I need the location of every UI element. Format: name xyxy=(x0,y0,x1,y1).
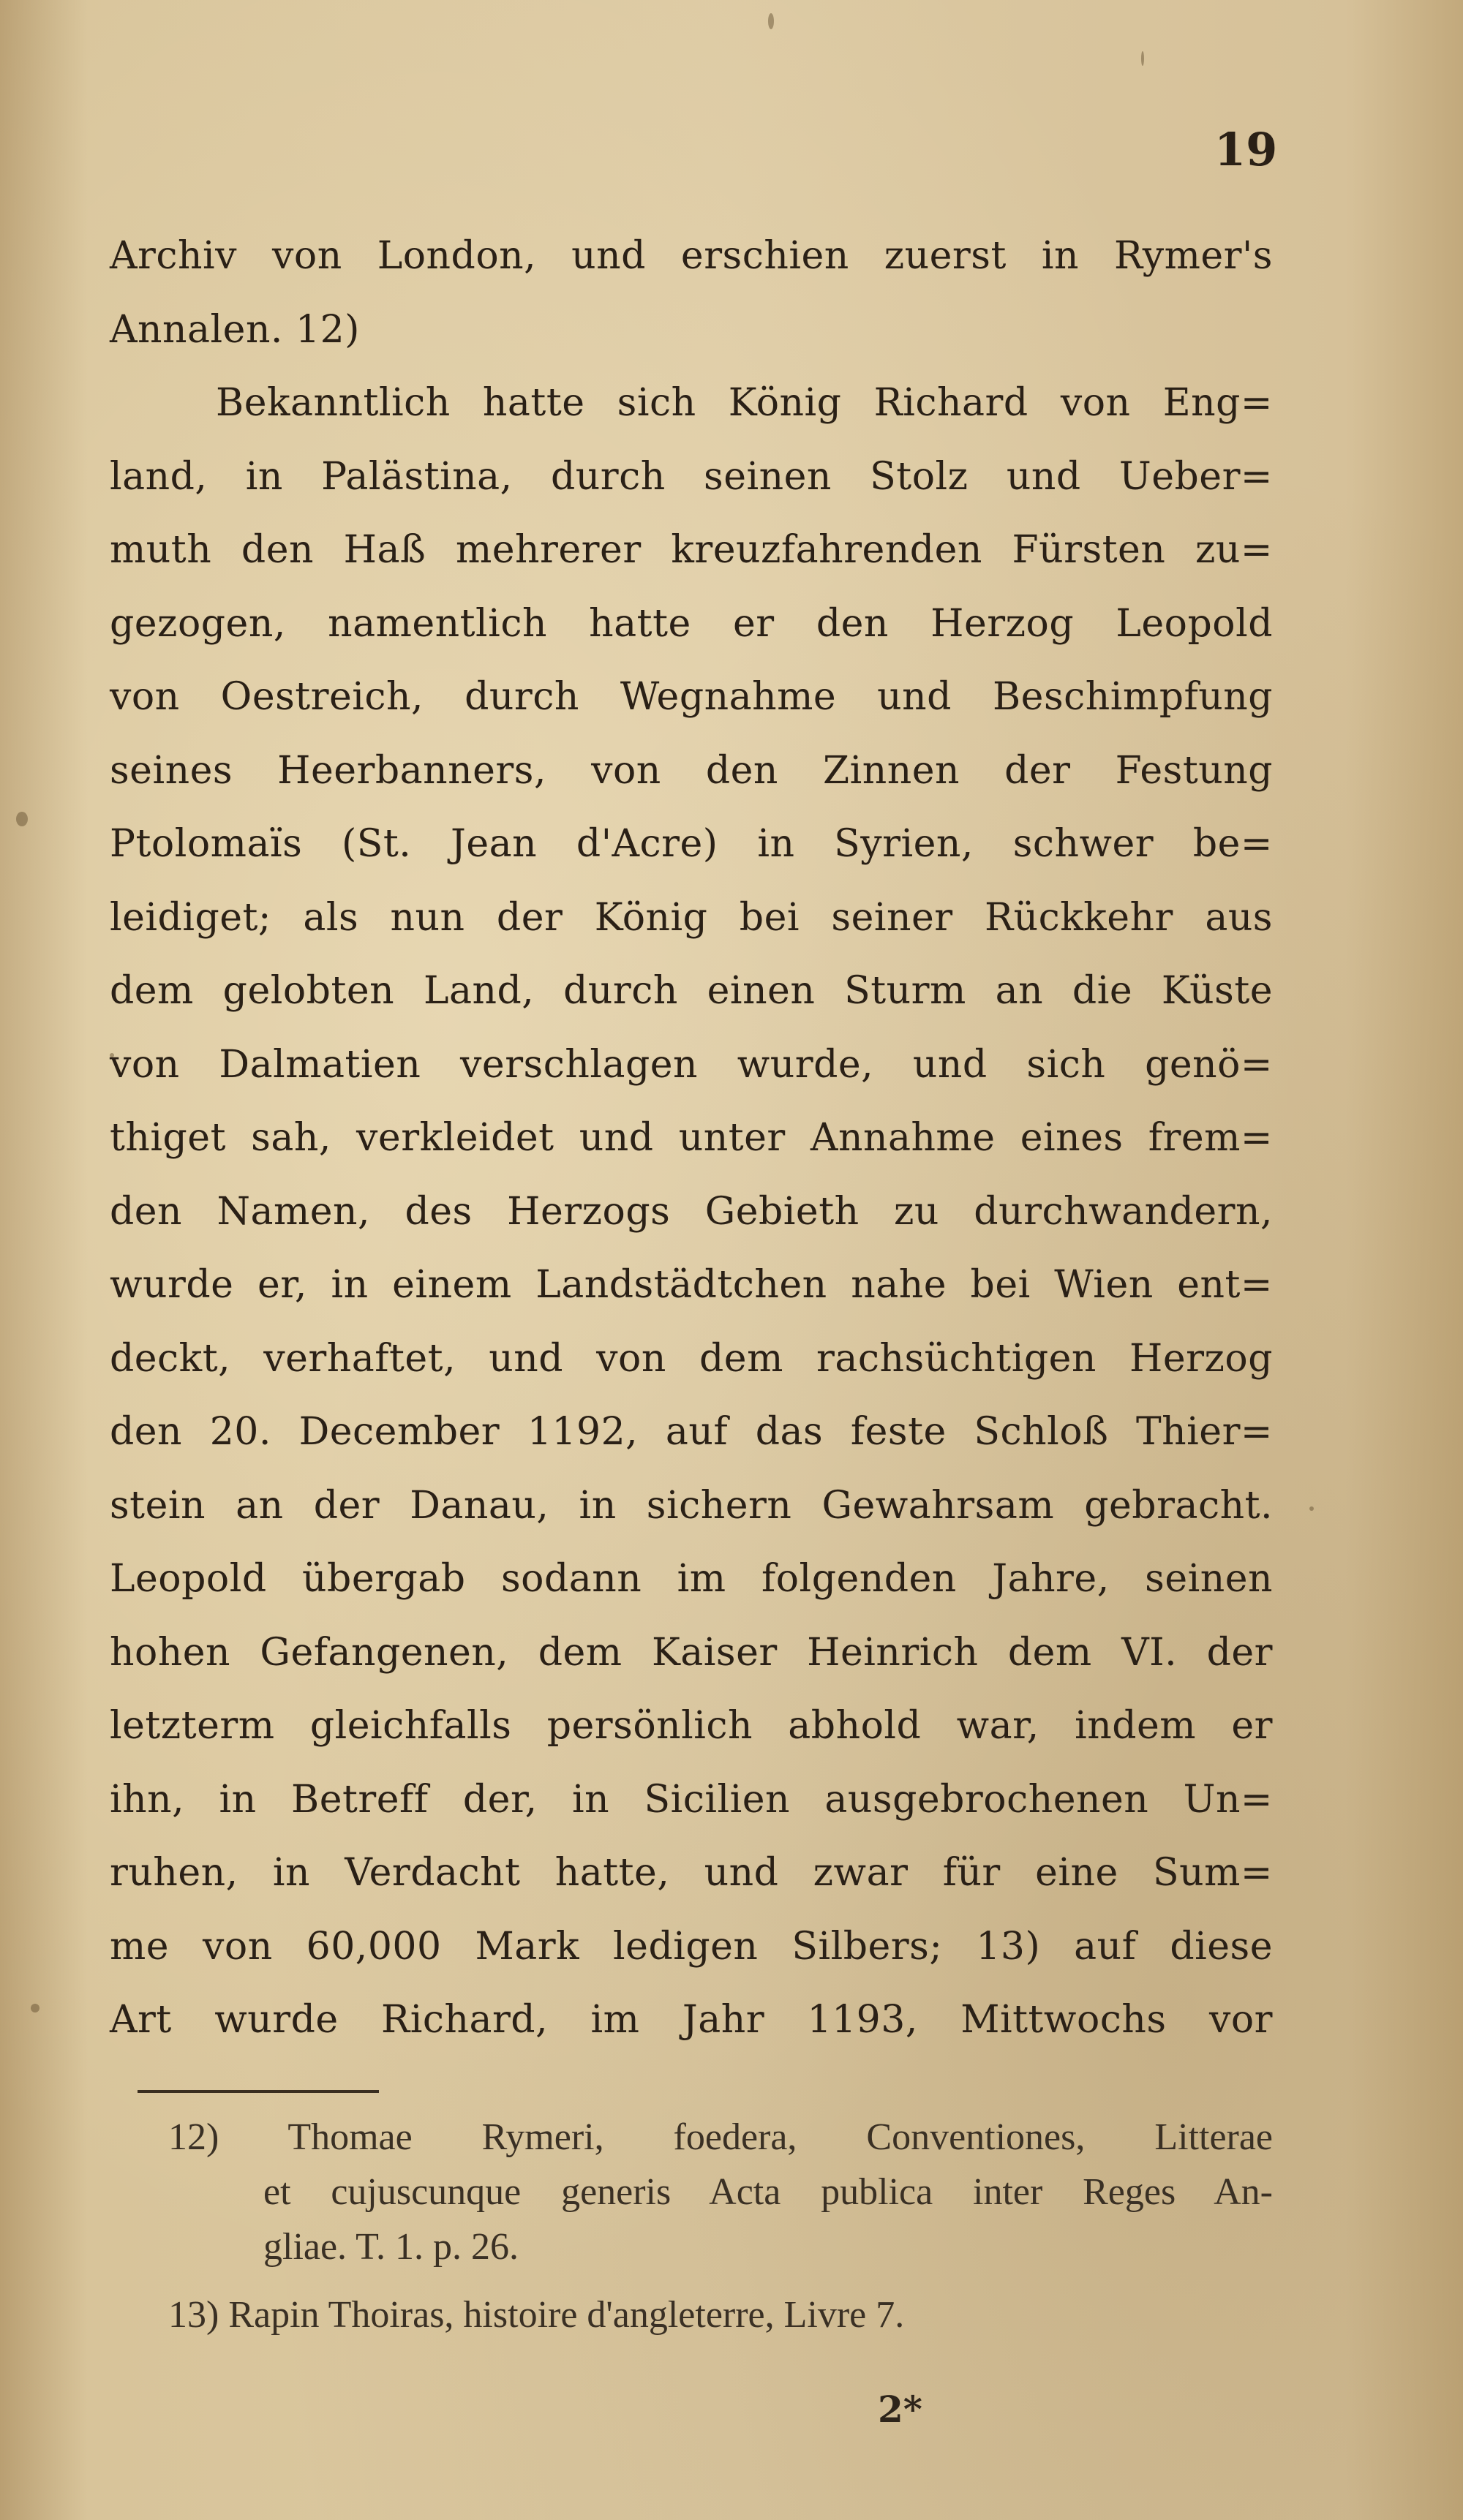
text-line: muth den Haß mehrerer kreuzfahrenden Fürsten zu= xyxy=(110,528,1273,572)
paper-speck xyxy=(1141,51,1144,66)
footnote-12 xyxy=(168,2110,1273,2274)
text-line: Ptolomaïs (St. Jean d'Acre) in Syrien, schwer be= xyxy=(110,822,1273,866)
text-line: Art wurde Richard, im Jahr 1193, Mittwochs vor xyxy=(110,1998,1273,2042)
footnote-line: 12) Thomae Rymeri, foedera, Conventiones, Litterae xyxy=(168,2116,1273,2158)
text-line: ihn, in Betreff der, in Sicilien ausgebrochenen Un= xyxy=(110,1777,1273,1822)
text-line: wurde er, in einem Landstädtchen nahe bei Wien ent= xyxy=(110,1263,1273,1307)
footnote-13 xyxy=(168,2287,1273,2342)
text-line: leidiget; als nun der König bei seiner Rückkehr aus xyxy=(110,895,1273,940)
text-line: Leopold übergab sodann im folgenden Jahre, seinen xyxy=(110,1557,1273,1601)
main-text xyxy=(110,219,1273,2057)
paper-speck xyxy=(1309,1506,1314,1511)
footnote-line: 13) Rapin Thoiras, histoire d'angleterre, Livre 7. xyxy=(168,2294,905,2336)
paper-speck xyxy=(31,2004,40,2012)
text-line: gezogen, namentlich hatte er den Herzog Leopold xyxy=(110,601,1273,646)
paper-speck xyxy=(16,812,28,826)
footnotes xyxy=(168,2110,1273,2342)
paper-speck xyxy=(768,13,774,29)
page-number: 19 xyxy=(1214,123,1278,176)
text-line: ruhen, in Verdacht hatte, und zwar für eine Sum= xyxy=(110,1851,1273,1895)
paper-speck xyxy=(110,1053,114,1057)
text-line: von Dalmatien verschlagen wurde, und sich genö= xyxy=(110,1042,1273,1087)
text-line: seines Heerbanners, von den Zinnen der Festung xyxy=(110,748,1273,793)
footnote-divider xyxy=(138,2090,379,2093)
text-line: deckt, verhaftet, und von dem rachsüchtigen Herzog xyxy=(110,1336,1273,1381)
text-line: Bekanntlich hatte sich König Richard von Eng= xyxy=(216,381,1273,425)
text-line: Archiv von London, und erschien zuerst in Rymer's xyxy=(110,234,1273,278)
signature-mark: 2* xyxy=(878,2388,922,2431)
text-line: stein an der Danau, in sichern Gewahrsam gebracht. xyxy=(110,1483,1273,1528)
text-line: den Namen, des Herzogs Gebieth zu durchwandern, xyxy=(110,1189,1273,1234)
text-line: letzterm gleichfalls persönlich abhold war, indem er xyxy=(110,1704,1273,1748)
footnote-line: gliae. T. 1. p. 26. xyxy=(263,2226,519,2268)
footnote-line: et cujuscunque generis Acta publica inter Reges An- xyxy=(263,2171,1273,2213)
text-line: den 20. December 1192, auf das feste Schloß Thier= xyxy=(110,1410,1273,1454)
text-line: me von 60,000 Mark ledigen Silbers; 13) auf diese xyxy=(110,1924,1273,1969)
text-line: von Oestreich, durch Wegnahme und Beschimpfung xyxy=(110,675,1273,719)
text-line: thiget sah, verkleidet und unter Annahme eines frem= xyxy=(110,1116,1273,1160)
text-line: Annalen. 12) xyxy=(110,307,360,352)
text-line: dem gelobten Land, durch einen Sturm an die Küste xyxy=(110,969,1273,1013)
text-line: hohen Gefangenen, dem Kaiser Heinrich dem VI. der xyxy=(110,1630,1273,1675)
text-line: land, in Palästina, durch seinen Stolz und Ueber= xyxy=(110,454,1273,499)
